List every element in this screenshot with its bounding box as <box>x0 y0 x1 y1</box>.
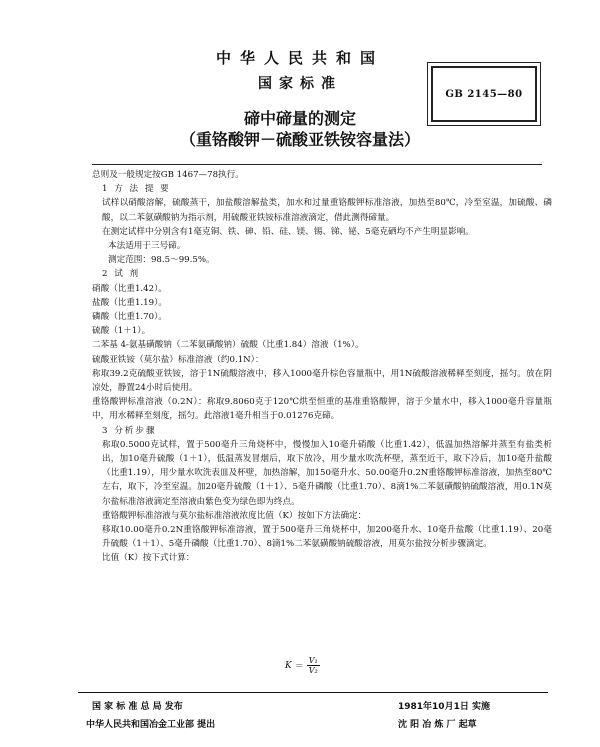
footer-proposer: 中华人民共和国冶金工业部 提出 <box>86 720 216 730</box>
reagent-6-description: 称取39.2克硫酸亚铁铵，溶于1N硫酸溶液中，移入1000毫升棕色容量瓶中，用1N硫酸溶液稀释至刻度，摇匀。放在阴凉处，静置24小时后使用。 <box>92 368 552 394</box>
section-1-para-1: 试样以硝酸溶解，硫酸蒸干，加盐酸溶解盐类，加水和过量重铬酸钾标准溶液，加热至80℃，冷至室温，加硫酸、磷酸，以二苯氨磺酸钠为指示剂，用硫酸亚铁铵标准溶液滴定，借此测得碲量。 <box>102 198 552 223</box>
formula-fraction <box>307 656 320 675</box>
formula-equals: ＝ <box>294 662 304 672</box>
document-body <box>92 168 552 566</box>
section-3-heading: 3 分析步骤 <box>102 425 157 436</box>
reagent-7: 重铬酸钾标准溶液（0.2N）：称取9.8060克于120℃烘至恒重的基准重铬酸钾，溶于少量水中，移入1000毫升容量瓶中，用水稀释至刻度，摇匀。此溶液1毫升相当于0.01276克碲。 <box>92 397 552 422</box>
section-1-heading: 1 方 法 提 要 <box>102 184 171 195</box>
reagent-1: 硝酸（比重1.42）。 <box>92 283 167 294</box>
reagent-3: 磷酸（比重1.70）。 <box>92 312 167 323</box>
section-1-para-4: 测定范围：98.5～99.5%。 <box>108 255 215 266</box>
reagent-5: 二苯基 4-氨基磺酸钠（二苯氨磺酸钠）硫酸（比重1.84）溶液（1%）。 <box>92 340 364 351</box>
section-1-para-2: 在测定试样中分别含有1毫克铜、铁、砷、铅、硅、镁、锡、锑、铋、5毫克硒均不产生明显影响。 <box>102 226 474 237</box>
formula-lhs: K <box>285 660 292 671</box>
footer-drafter: 沈 阳 冶 炼 厂 起草 <box>398 720 477 730</box>
reagent-4: 硫酸（1＋1）。 <box>92 326 151 337</box>
title-divider <box>92 164 542 165</box>
footer-divider <box>78 692 548 693</box>
formula-denominator: V₂ <box>308 666 318 675</box>
reagent-6: 硫酸亚铁铵（莫尔盐）标准溶液（约0.1N）： <box>92 354 264 365</box>
section-2-heading: 2 试 剂 <box>102 269 141 280</box>
standard-code: GB 2145—80 <box>431 66 537 122</box>
section-3-para-4: 比值（K）按下式计算： <box>102 553 195 564</box>
reagent-2: 盐酸（比重1.19）。 <box>92 297 167 308</box>
section-3-para-3: 移取10.00毫升0.2N重铬酸钾标准溶液，置于500毫升三角烧杯中，加200毫升水、10毫升盐酸（比重1.19）、20毫升硫酸（1＋1）、5毫升磷酸（比重1.70）、8滴1%二苯氨磺酸钠硫酸溶液，用莫尔盐按分析步骤滴定。 <box>102 525 552 550</box>
general-rule: 总则及一般规定按GB 1467—78执行。 <box>92 170 244 180</box>
formula-numerator: V₁ <box>308 656 318 665</box>
section-1-para-3: 本法适用于三号碲。 <box>108 241 186 252</box>
section-3-para-2: 重铬酸钾标准溶液与莫尔盐标准溶液浓度比值（K）按如下方法确定： <box>102 510 367 521</box>
section-3-para-1: 称取0.5000克试样，置于500毫升三角烧杯中，慢慢加入10毫升硝酸（比重1.42），低温加热溶解并蒸至有盐类析出，加10毫升硫酸（1＋1），低温蒸发冒烟后，取下放冷，用少量水吹洗杯壁，蒸至近干，取下冷后，加10毫升盐酸（比重1.19），用少量水吹洗表皿及杯壁，加热溶解，加150毫升水、50.00毫升0.2N重铬酸钾标准溶液，加热至80℃左右，取下，冷至室温。加20毫升硫酸（1＋1）、5毫升磷酸（比重1.70）、8滴1%二苯氨磺酸钠硫酸溶液，用0.1N莫尔盐标准溶液滴定至溶液由紫色变为绿色即为终点。 <box>102 439 552 507</box>
footer-date: 1981年10月1日 实施 <box>398 702 490 712</box>
document-title: 碲中碲量的测定 <box>243 109 356 128</box>
country-title: 中华人民共和国 <box>215 49 384 67</box>
document-subtitle: （重铬酸钾－硫酸亚铁铵容量法） <box>179 130 420 149</box>
standard-type: 国家标准 <box>258 76 342 92</box>
ratio-formula <box>285 656 320 675</box>
footer-issuer: 国 家 标 准 总 局 发布 <box>92 702 183 712</box>
